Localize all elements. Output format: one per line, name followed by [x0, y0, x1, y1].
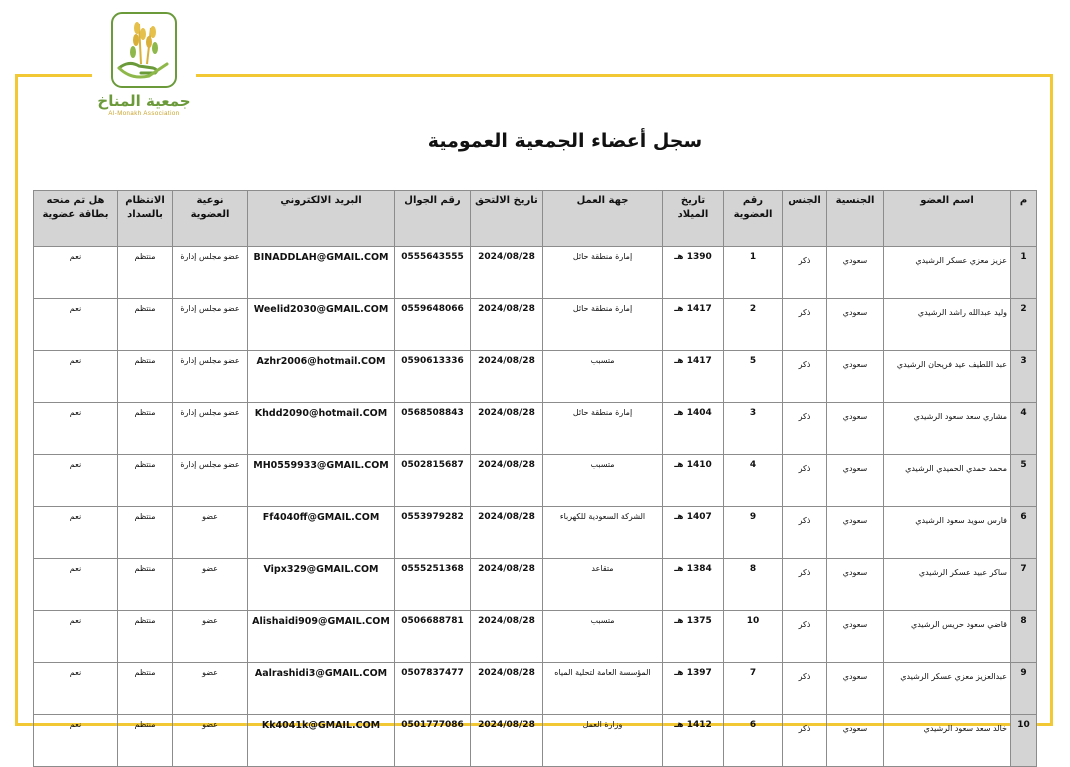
nationality: سعودي [827, 715, 884, 767]
payment-status: منتظم [118, 663, 173, 715]
nationality: سعودي [827, 351, 884, 403]
membership-type: عضو مجلس إدارة [173, 455, 248, 507]
join-date: 2024/08/28 [471, 611, 543, 663]
header-cell: الجنس [783, 191, 827, 247]
membership-type: عضو [173, 663, 248, 715]
table-row [34, 455, 1037, 507]
employer: المؤسسة العامة لتحلية المياه [543, 663, 663, 715]
gender: ذكر [783, 403, 827, 455]
row-index: 10 [1011, 715, 1037, 767]
payment-status: منتظم [118, 715, 173, 767]
gender: ذكر [783, 299, 827, 351]
gender: ذكر [783, 663, 827, 715]
member-name: عبدالعزيز معزي عسكر الرشيدي [884, 663, 1011, 715]
email: Khdd2090@hotmail.COM [248, 403, 395, 455]
join-date: 2024/08/28 [471, 663, 543, 715]
card-granted: نعم [34, 663, 118, 715]
payment-status: منتظم [118, 455, 173, 507]
email: Weelid2030@GMAIL.COM [248, 299, 395, 351]
header-cell: البريد الالكتروني [248, 191, 395, 247]
birth-date: 1407 هـ [663, 507, 724, 559]
email: Ff4040ff@GMAIL.COM [248, 507, 395, 559]
membership-number: 10 [724, 611, 783, 663]
employer: الشركة السعودية للكهرباء [543, 507, 663, 559]
member-name: عزيز معزي عسكر الرشيدي [884, 247, 1011, 299]
mobile-number: 0507837477 [395, 663, 471, 715]
membership-number: 1 [724, 247, 783, 299]
table-row [34, 715, 1037, 767]
membership-type: عضو [173, 611, 248, 663]
card-granted: نعم [34, 715, 118, 767]
card-granted: نعم [34, 507, 118, 559]
gender: ذكر [783, 351, 827, 403]
member-name: قاضي سعود حريس الرشيدي [884, 611, 1011, 663]
card-granted: نعم [34, 299, 118, 351]
employer: إمارة منطقة حائل [543, 403, 663, 455]
membership-type: عضو [173, 715, 248, 767]
payment-status: منتظم [118, 559, 173, 611]
birth-date: 1412 هـ [663, 715, 724, 767]
card-granted: نعم [34, 247, 118, 299]
birth-date: 1375 هـ [663, 611, 724, 663]
gender: ذكر [783, 507, 827, 559]
header-cell: تاريخ الميلاد [663, 191, 724, 247]
payment-status: منتظم [118, 351, 173, 403]
mobile-number: 0506688781 [395, 611, 471, 663]
table-row [34, 299, 1037, 351]
member-name: وليد عبدالله راشد الرشيدي [884, 299, 1011, 351]
payment-status: منتظم [118, 507, 173, 559]
row-index: 8 [1011, 611, 1037, 663]
employer: متسبب [543, 611, 663, 663]
member-name: محمد حمدي الحميدي الرشيدي [884, 455, 1011, 507]
header-cell: الجنسية [827, 191, 884, 247]
gender: ذكر [783, 715, 827, 767]
join-date: 2024/08/28 [471, 247, 543, 299]
join-date: 2024/08/28 [471, 299, 543, 351]
employer: وزارة العمل [543, 715, 663, 767]
gender: ذكر [783, 559, 827, 611]
payment-status: منتظم [118, 299, 173, 351]
nationality: سعودي [827, 663, 884, 715]
join-date: 2024/08/28 [471, 351, 543, 403]
mobile-number: 0559648066 [395, 299, 471, 351]
payment-status: منتظم [118, 611, 173, 663]
email: Vipx329@GMAIL.COM [248, 559, 395, 611]
row-index: 9 [1011, 663, 1037, 715]
card-granted: نعم [34, 611, 118, 663]
mobile-number: 0502815687 [395, 455, 471, 507]
row-index: 7 [1011, 559, 1037, 611]
header-cell: رقم الجوال [395, 191, 471, 247]
row-index: 3 [1011, 351, 1037, 403]
header-cell: الانتظام بالسداد [118, 191, 173, 247]
table-row [34, 351, 1037, 403]
employer: متقاعد [543, 559, 663, 611]
birth-date: 1417 هـ [663, 351, 724, 403]
table-header-row [34, 191, 1037, 247]
payment-status: منتظم [118, 403, 173, 455]
document-title: سجل أعضاء الجمعية العمومية [427, 130, 703, 152]
nationality: سعودي [827, 507, 884, 559]
membership-type: عضو [173, 507, 248, 559]
logo-english-name: Al-Monakh Association [108, 111, 180, 117]
nationality: سعودي [827, 403, 884, 455]
membership-number: 4 [724, 455, 783, 507]
employer: متسبب [543, 455, 663, 507]
email: Kk4041k@GMAIL.COM [248, 715, 395, 767]
card-granted: نعم [34, 403, 118, 455]
table-row [34, 507, 1037, 559]
membership-type: عضو مجلس إدارة [173, 299, 248, 351]
table-row [34, 403, 1037, 455]
birth-date: 1397 هـ [663, 663, 724, 715]
membership-number: 2 [724, 299, 783, 351]
mobile-number: 0590613336 [395, 351, 471, 403]
email: Alishaidi909@GMAIL.COM [248, 611, 395, 663]
header-cell: نوعية العضوية [173, 191, 248, 247]
nationality: سعودي [827, 299, 884, 351]
join-date: 2024/08/28 [471, 403, 543, 455]
employer: متسبب [543, 351, 663, 403]
table-row [34, 663, 1037, 715]
mobile-number: 0501777086 [395, 715, 471, 767]
membership-type: عضو مجلس إدارة [173, 247, 248, 299]
join-date: 2024/08/28 [471, 507, 543, 559]
birth-date: 1404 هـ [663, 403, 724, 455]
join-date: 2024/08/28 [471, 715, 543, 767]
mobile-number: 0555643555 [395, 247, 471, 299]
row-index: 5 [1011, 455, 1037, 507]
table-row [34, 559, 1037, 611]
table-row [34, 247, 1037, 299]
mobile-number: 0553979282 [395, 507, 471, 559]
membership-number: 3 [724, 403, 783, 455]
membership-number: 5 [724, 351, 783, 403]
association-logo [92, 10, 196, 132]
payment-status: منتظم [118, 247, 173, 299]
row-index: 4 [1011, 403, 1037, 455]
member-name: ساكر عبيد عسكر الرشيدي [884, 559, 1011, 611]
membership-number: 9 [724, 507, 783, 559]
header-cell: تاريخ الالتحق [471, 191, 543, 247]
wheat-hand-icon [109, 10, 179, 90]
row-index: 2 [1011, 299, 1037, 351]
birth-date: 1410 هـ [663, 455, 724, 507]
membership-number: 8 [724, 559, 783, 611]
membership-number: 6 [724, 715, 783, 767]
membership-number: 7 [724, 663, 783, 715]
member-name: مشاري سعد سعود الرشيدي [884, 403, 1011, 455]
membership-type: عضو مجلس إدارة [173, 351, 248, 403]
join-date: 2024/08/28 [471, 455, 543, 507]
birth-date: 1390 هـ [663, 247, 724, 299]
row-index: 1 [1011, 247, 1037, 299]
member-name: عبد اللطيف عيد فريحان الرشيدي [884, 351, 1011, 403]
membership-type: عضو مجلس إدارة [173, 403, 248, 455]
nationality: سعودي [827, 455, 884, 507]
birth-date: 1384 هـ [663, 559, 724, 611]
membership-type: عضو [173, 559, 248, 611]
email: MH0559933@GMAIL.COM [248, 455, 395, 507]
gender: ذكر [783, 611, 827, 663]
gender: ذكر [783, 247, 827, 299]
email: Azhr2006@hotmail.COM [248, 351, 395, 403]
row-index: 6 [1011, 507, 1037, 559]
card-granted: نعم [34, 351, 118, 403]
card-granted: نعم [34, 455, 118, 507]
member-name: فارس سويد سعود الرشيدي [884, 507, 1011, 559]
member-name: خالد سعد سعود الرشيدي [884, 715, 1011, 767]
mobile-number: 0555251368 [395, 559, 471, 611]
logo-arabic-name: جمعية المناخ [97, 92, 191, 110]
nationality: سعودي [827, 611, 884, 663]
join-date: 2024/08/28 [471, 559, 543, 611]
nationality: سعودي [827, 559, 884, 611]
email: Aalrashidi3@GMAIL.COM [248, 663, 395, 715]
header-cell: جهة العمل [543, 191, 663, 247]
mobile-number: 0568508843 [395, 403, 471, 455]
gender: ذكر [783, 455, 827, 507]
header-cell: هل تم منحه بطاقة عضوية [34, 191, 118, 247]
email: BINADDLAH@GMAIL.COM [248, 247, 395, 299]
nationality: سعودي [827, 247, 884, 299]
header-cell: م [1011, 191, 1037, 247]
header-cell: اسم العضو [884, 191, 1011, 247]
employer: إمارة منطقة حائل [543, 299, 663, 351]
table-row [34, 611, 1037, 663]
members-register-table [33, 190, 1037, 767]
birth-date: 1417 هـ [663, 299, 724, 351]
card-granted: نعم [34, 559, 118, 611]
header-cell: رقم العضوية [724, 191, 783, 247]
employer: إمارة منطقة حائل [543, 247, 663, 299]
